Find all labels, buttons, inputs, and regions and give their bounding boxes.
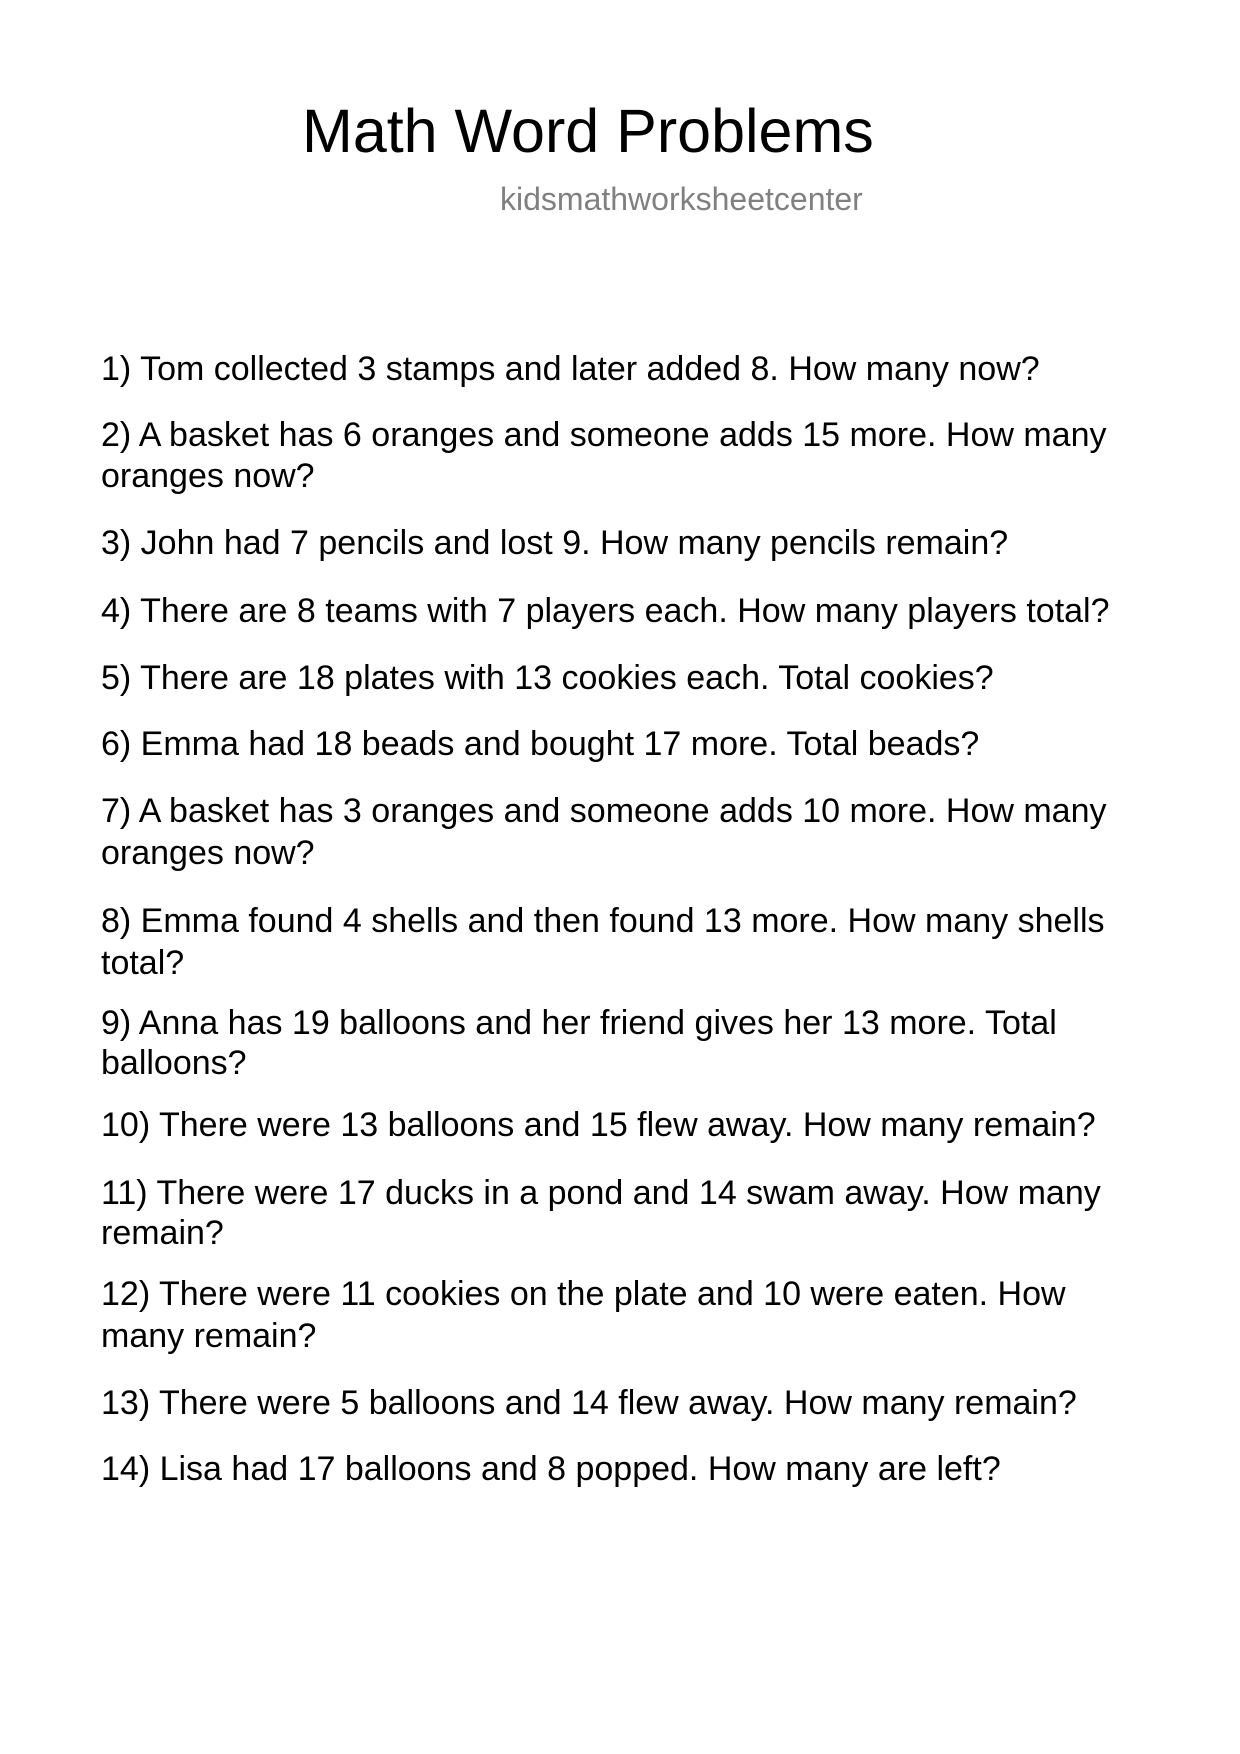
problem-text: 10) There were 13 balloons and 15 flew away. How many remain? [101, 1106, 1096, 1144]
problem-text-continued: many remain? [101, 1317, 317, 1355]
problem-text: 5) There are 18 plates with 13 cookies each. Total cookies? [101, 659, 994, 697]
problem-text: 3) John had 7 pencils and lost 9. How many pencils remain? [101, 524, 1009, 562]
page-title: Math Word Problems [302, 97, 874, 165]
problem-text: 6) Emma had 18 beads and bought 17 more. Total beads? [101, 725, 980, 763]
problem-text: 7) A basket has 3 oranges and someone adds 10 more. How many [101, 792, 1107, 830]
problem-text-continued: remain? [101, 1214, 224, 1252]
problem-text: 1) Tom collected 3 stamps and later added 8. How many now? [101, 350, 1040, 388]
problem-text-continued: oranges now? [101, 834, 315, 872]
problem-text: 11) There were 17 ducks in a pond and 14 swam away. How many [101, 1174, 1101, 1212]
problem-text: 13) There were 5 balloons and 14 flew away. How many remain? [101, 1384, 1077, 1422]
problem-text: 9) Anna has 19 balloons and her friend gives her 13 more. Total [101, 1004, 1057, 1042]
problem-text-continued: total? [101, 944, 185, 982]
problem-text: 4) There are 8 teams with 7 players each. How many players total? [101, 592, 1110, 630]
problem-text: 2) A basket has 6 oranges and someone adds 15 more. How many [101, 416, 1107, 454]
problem-text: 14) Lisa had 17 balloons and 8 popped. How many are left? [101, 1450, 1001, 1488]
problem-text-continued: balloons? [101, 1044, 247, 1082]
problem-text-continued: oranges now? [101, 457, 315, 495]
site-watermark: kidsmathworksheetcenter [500, 181, 863, 217]
problem-text: 12) There were 11 cookies on the plate and 10 were eaten. How [101, 1275, 1066, 1313]
problem-text: 8) Emma found 4 shells and then found 13 more. How many shells [101, 902, 1105, 940]
